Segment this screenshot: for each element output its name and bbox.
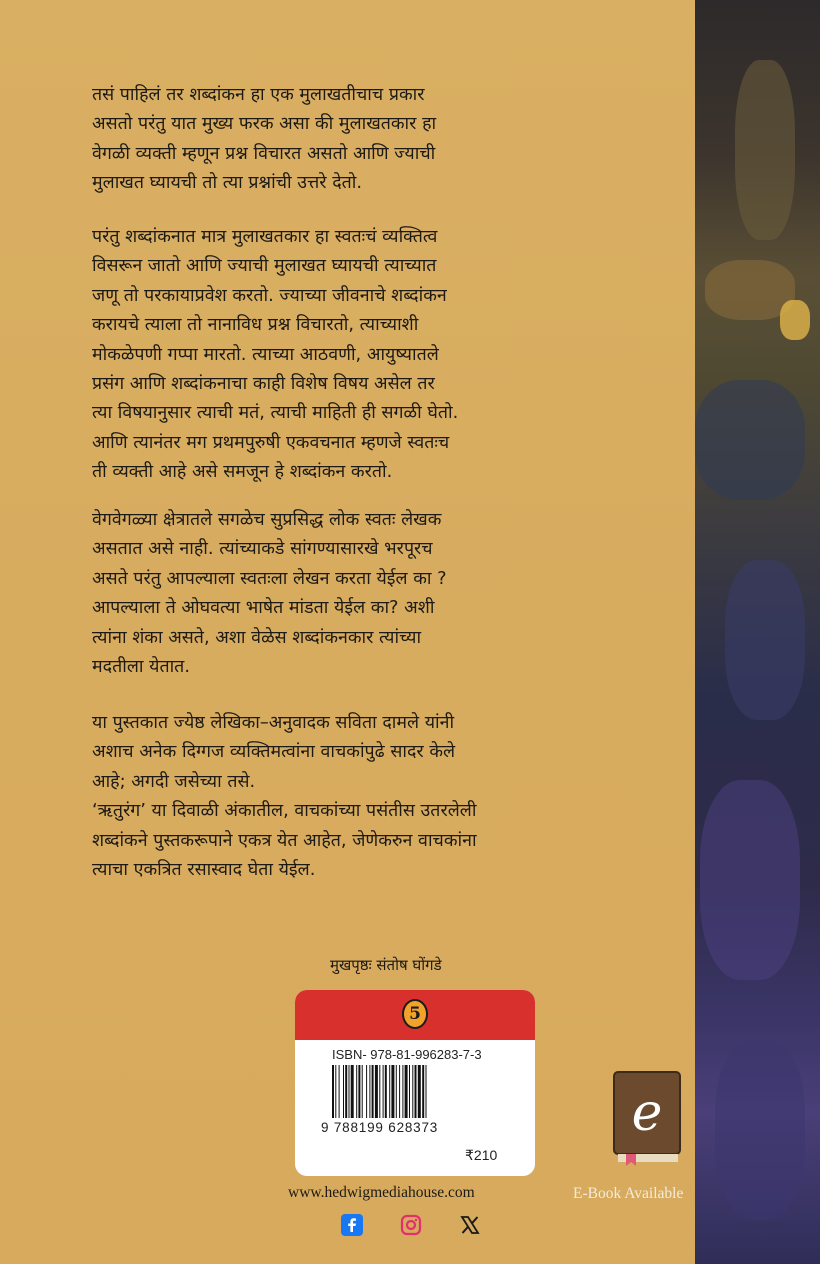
text-line: शब्दांकने पुस्तकरूपाने एकत्र येत आहेत, जेणेकरुन वाचकांना — [92, 829, 477, 851]
text-line: त्यांना शंका असते, अशा वेळेस शब्दांकनकार त्यांच्या — [92, 626, 422, 648]
text-line: अशाच अनेक दिग्गज व्यक्तिमत्वांना वाचकांपुढे सादर केले — [92, 741, 456, 763]
cover-painting-strip — [695, 0, 820, 1264]
barcode-bar — [418, 1065, 421, 1118]
text-line: तसं पाहिलं तर शब्दांकन हा एक मुलाखतीचाच प्रकार — [92, 84, 425, 105]
text-line: असते परंतु आपल्याला स्वतःला लेखन करता येईल का ? — [92, 567, 447, 589]
instagram-icon[interactable] — [400, 1214, 422, 1236]
barcode-bar — [422, 1065, 424, 1118]
text-line: मुलाखत घ्यायची तो त्या प्रश्नांची उत्तरे देतो. — [92, 172, 363, 194]
facebook-icon[interactable] — [341, 1214, 363, 1236]
text-line: प्रसंग आणि शब्दांकनाचा काही विशेष विषय असेल तर — [92, 373, 435, 395]
barcode-number: 9 788199 628373 — [321, 1120, 439, 1135]
barcode-bar — [362, 1065, 363, 1118]
barcode-bar — [358, 1065, 360, 1118]
text-line: असतो परंतु यात मुख्य फरक असा की मुलाखतकार हा — [92, 113, 437, 135]
text-line: विसरून जातो आणि ज्याची मुलाखत घ्यायची त्याच्यात — [92, 255, 437, 277]
website-link[interactable]: www.hedwigmediahouse.com — [288, 1184, 475, 1201]
text-line: वेगळी व्यक्ती म्हणून प्रश्न विचारत असतो आणि ज्याची — [92, 142, 436, 164]
text-line: परंतु शब्दांकनात मात्र मुलाखतकार हा स्वतःचं व्यक्तित्व — [92, 226, 438, 247]
barcode-bar — [396, 1065, 397, 1118]
ebook-icon — [612, 1070, 682, 1170]
barcode-bar — [402, 1065, 403, 1118]
barcode-bar — [339, 1065, 340, 1118]
text-line: आपल्याला ते ओघवत्या भाषेत मांडता येईल का? अशी — [92, 597, 435, 619]
paragraph — [92, 505, 682, 681]
text-line: जणू तो परकायाप्रवेश करतो. ज्याच्या जीवनाचे शब्दांकन — [92, 284, 447, 306]
barcode-bar — [375, 1065, 378, 1118]
text-line: आणि त्यानंतर मग प्रथमपुरुषी एकवचनात म्हणजे स्वतःच — [92, 431, 450, 453]
barcode-band — [295, 990, 535, 1040]
barcode-bar — [391, 1065, 394, 1118]
barcode-bars — [332, 1065, 502, 1118]
barcode-bar — [343, 1065, 344, 1118]
barcode-bar — [345, 1065, 347, 1118]
text-line: ‘ऋतुरंग’ या दिवाळी अंकातील, वाचकांच्या पसंतीस उतरलेली — [92, 800, 477, 822]
isbn-text: ISBN- 978-81-996283-7-3 — [332, 1047, 482, 1062]
paragraph — [92, 80, 682, 198]
text-line: त्या विषयानुसार त्याची मतं, त्याची माहिती ही सगळी घेतो. — [92, 402, 459, 424]
text-line: ती व्यक्ती आहे असे समजून हे शब्दांकन करतो. — [92, 461, 393, 483]
text-line: करायचे त्याला तो नानाविध प्रश्न विचारतो, त्याच्याशी — [92, 314, 419, 336]
barcode-bar — [399, 1065, 400, 1118]
barcode-bar — [332, 1065, 334, 1118]
barcode-bar — [349, 1065, 350, 1118]
text-line: त्याचा एकत्रित रसास्वाद घेता येईल. — [92, 859, 316, 881]
text-line: मोकळेपणी गप्पा मारतो. त्याच्या आठवणी, आयुष्यातले — [92, 343, 439, 365]
barcode-bar — [351, 1065, 354, 1118]
barcode-bar — [335, 1065, 336, 1118]
x-icon[interactable] — [459, 1214, 481, 1236]
publisher-logo: 5 — [402, 999, 428, 1029]
price: ₹210 — [465, 1147, 498, 1163]
barcode-bar — [415, 1065, 417, 1118]
barcode-bar — [385, 1065, 387, 1118]
barcode-bar — [372, 1065, 374, 1118]
barcode-label — [295, 990, 535, 1176]
barcode-bar — [369, 1065, 370, 1118]
barcode-bar — [379, 1065, 380, 1118]
ebook-glyph: e — [631, 1083, 663, 1143]
barcode-bar — [412, 1065, 413, 1118]
text-line: असतात असे नाही. त्यांच्याकडे सांगण्यासारखे भरपूरच — [92, 538, 433, 560]
paragraph — [92, 708, 682, 884]
paragraph — [92, 222, 682, 487]
text-line: आहे; अगदी जसेच्या तसे. — [92, 770, 256, 792]
barcode-bar — [366, 1065, 367, 1118]
ebook-label: E-Book Available — [573, 1185, 684, 1202]
barcode-bar — [405, 1065, 408, 1118]
text-line: या पुस्तकात ज्येष्ठ लेखिका–अनुवादक सविता दामले यांनी — [92, 712, 455, 733]
text-line: वेगवेगळ्या क्षेत्रातले सगळेच सुप्रसिद्ध लोक स्वतः लेखक — [92, 509, 442, 530]
barcode-bar — [356, 1065, 357, 1118]
barcode-bar — [383, 1065, 384, 1118]
barcode-bar — [389, 1065, 390, 1118]
cover-credit: मुखपृष्ठः संतोष घोंगडे — [330, 956, 442, 974]
barcode-bar — [426, 1065, 427, 1118]
text-line: मदतीला येतात. — [92, 656, 190, 678]
barcode-bar — [409, 1065, 410, 1118]
